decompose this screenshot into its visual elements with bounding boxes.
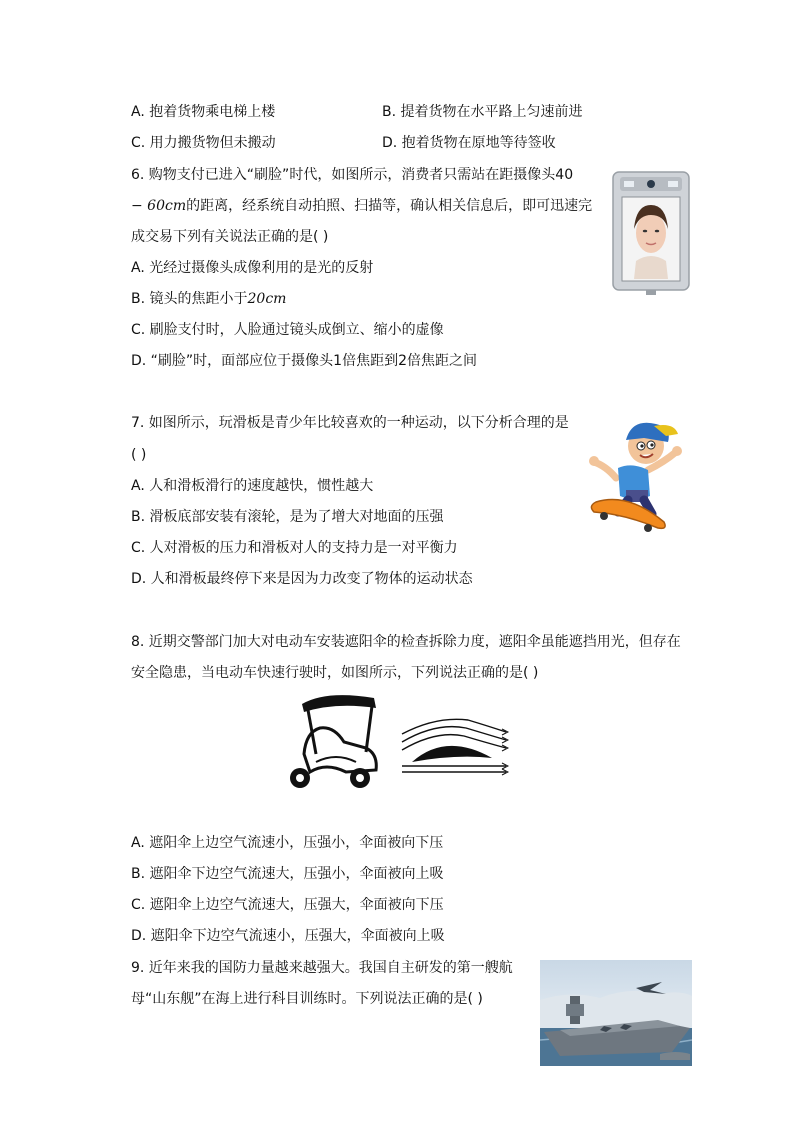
q9-stem-line1: 9. 近年来我的国防力量越来越强大。我国自主研发的第一艘航	[131, 960, 513, 976]
q5-option-b: B. 提着货物在水平路上匀速前进	[382, 104, 583, 120]
q8-option-d: D. 遮阳伞下边空气流速小，压强大，伞面被向上吸	[131, 928, 445, 944]
q6-option-b	[131, 289, 286, 309]
q9-stem-line2: 母“山东舰”在海上进行科目训练时。下列说法正确的是( )	[131, 991, 483, 1007]
q8-option-c: C. 遮阳伞上边空气流速大，压强大，伞面被向下压	[131, 897, 444, 913]
face-scanner-figure	[612, 171, 690, 295]
q6-distance-math: − 60cm	[131, 198, 187, 214]
q6-option-d: D. “刷脸”时，面部应位于摄像头1倍焦距到2倍焦距之间	[131, 353, 477, 369]
airflow-diagram	[402, 719, 508, 775]
q6-stem-line3: 成交易下列有关说法正确的是( )	[131, 229, 329, 245]
q5-option-a: A. 抱着货物乘电梯上楼	[131, 104, 276, 120]
q6-option-b-math: 20cm	[247, 291, 287, 307]
aircraft-carrier-figure	[540, 960, 692, 1066]
q6-option-b-text: B. 镜头的焦距小于	[131, 291, 248, 307]
q5-option-c: C. 用力搬货物但未搬动	[131, 135, 276, 151]
ebike-drawing	[290, 695, 376, 788]
q6-option-c: C. 刷脸支付时，人脸通过镜头成倒立、缩小的虚像	[131, 322, 444, 338]
q6-stem-line2	[131, 196, 592, 216]
q7-stem-line2: ( )	[131, 447, 147, 463]
q5-option-d: D. 抱着货物在原地等待签收	[382, 135, 556, 151]
ebike-sunshade-figure	[286, 692, 512, 792]
q6-stem-line2-text: 的距离，经系统自动拍照、扫描等，确认相关信息后，即可迅速完	[186, 198, 593, 214]
q6-option-a: A. 光经过摄像头成像利用的是光的反射	[131, 260, 374, 276]
q6-stem-line1: 6. 购物支付已进入“刷脸”时代，如图所示，消费者只需站在距摄像头40	[131, 167, 574, 183]
q8-option-a: A. 遮阳伞上边空气流速小，压强小，伞面被向下压	[131, 835, 444, 851]
q7-option-c: C. 人对滑板的压力和滑板对人的支持力是一对平衡力	[131, 540, 458, 556]
q7-option-d: D. 人和滑板最终停下来是因为力改变了物体的运动状态	[131, 571, 473, 587]
q8-stem-line1: 8. 近期交警部门加大对电动车安装遮阳伞的检查拆除力度，遮阳伞虽能遮挡用光，但存在	[131, 634, 681, 650]
skateboard-boy-figure	[588, 418, 694, 532]
q8-option-b: B. 遮阳伞下边空气流速大，压强小，伞面被向上吸	[131, 866, 444, 882]
q7-stem-line1: 7. 如图所示，玩滑板是青少年比较喜欢的一种运动，以下分析合理的是	[131, 415, 569, 431]
q8-stem-line2: 安全隐患，当电动车快速行驶时，如图所示，下列说法正确的是( )	[131, 665, 539, 681]
q7-option-b: B. 滑板底部安装有滚轮，是为了增大对地面的压强	[131, 509, 444, 525]
q7-option-a: A. 人和滑板滑行的速度越快，惯性越大	[131, 478, 374, 494]
